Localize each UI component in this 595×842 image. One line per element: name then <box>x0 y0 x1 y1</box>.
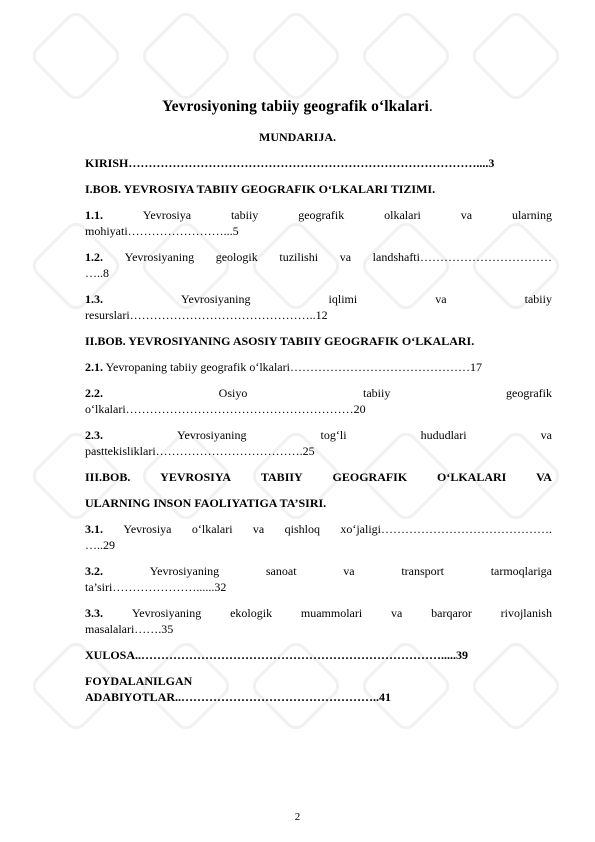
toc-entry-3-3[interactable] <box>85 606 552 621</box>
toc-word: GEOGRAFIK <box>332 470 408 484</box>
section-number: 3.2. <box>85 564 103 578</box>
toc-word: tabiiy <box>363 386 391 400</box>
toc-word: muammolari <box>300 606 363 620</box>
toc-word: Yevrosiyaning <box>131 606 202 620</box>
toc-entry-kirish[interactable]: KIRISH……………………………………………………………………………....3 <box>85 156 495 170</box>
section-number: 1.2. <box>85 250 103 264</box>
toc-word: YEVROSIYA <box>160 470 232 484</box>
toc-entry-3-1-cont[interactable]: …..29 <box>85 538 115 552</box>
section-number: 1.3. <box>85 292 103 306</box>
toc-chapter-3-heading-cont[interactable]: ULARNING INSON FAOLIYATIGA TA’SIRI. <box>85 496 327 510</box>
toc-word: TABIIY <box>260 470 303 484</box>
toc-entry-1-2-cont[interactable]: …..8 <box>85 266 109 280</box>
toc-word: Yevrosiyaning <box>181 292 251 306</box>
toc-word: xo‘jaligi……………………………………. <box>340 522 552 536</box>
toc-word: rivojlanish <box>500 606 552 620</box>
toc-word: sanoat <box>265 564 297 578</box>
toc-entry-1-1-cont[interactable]: mohiyati……………………...5 <box>85 224 239 238</box>
toc-word: geografik <box>298 208 345 222</box>
toc-word: iqlimi <box>328 292 358 306</box>
section-number: 2.2. <box>85 386 103 400</box>
toc-word: tog‘li <box>320 428 347 442</box>
toc-entry-xulosa[interactable]: XULOSA..………………………………………………………………….....39 <box>85 648 469 662</box>
toc-word: O‘LKALARI <box>437 470 507 484</box>
toc-word: tabiiy <box>524 292 552 306</box>
toc-word: va <box>391 606 403 620</box>
toc-word: Yevrosiya <box>142 208 192 222</box>
section-number: 3.3. <box>85 606 103 620</box>
toc-chapter-1-heading[interactable]: I.BOB. YEVROSIYA TABIIY GEOGRAFIK O‘LKALARI TIZIMI. <box>85 182 436 196</box>
toc-chapter-3-heading[interactable] <box>85 470 552 485</box>
toc-entry-text: Yevropaning tabiiy geografik o‘lkalari………………………………………17 <box>105 360 482 374</box>
toc-entry-3-2[interactable] <box>85 564 552 579</box>
toc-word: o‘lkalari <box>191 522 233 536</box>
toc-entry-3-2-cont[interactable]: ta’siri…………………......32 <box>85 580 227 594</box>
toc-entry-2-2[interactable] <box>85 386 552 401</box>
toc-entry-references-cont[interactable]: ADABIYOTLAR..…………………………………………..41 <box>85 690 392 704</box>
toc-word: transport <box>401 564 444 578</box>
toc-heading: MUNDARIJA. <box>259 130 336 144</box>
toc-word: tarmoqlariga <box>490 564 552 578</box>
toc-entry-1-2[interactable] <box>85 250 552 265</box>
toc-word: III.BOB. <box>85 470 131 484</box>
title-text: Yevrosiyoning tabiiy geografik o‘lkalari <box>162 98 429 115</box>
toc-word: ekologik <box>230 606 273 620</box>
section-number: 1.1. <box>85 208 103 222</box>
toc-word: tabiiy <box>230 208 259 222</box>
toc-entry-1-3-cont[interactable]: resurslari………………………………………..12 <box>85 308 328 322</box>
toc-word: Yevrosiyaning <box>149 564 220 578</box>
toc-entry-2-3[interactable] <box>85 428 552 443</box>
section-number: 2.1. <box>85 360 103 374</box>
toc-word: ularning <box>511 208 552 222</box>
toc-word: va <box>460 208 473 222</box>
toc-word: geologik <box>215 250 258 264</box>
toc-word: hududlari <box>420 428 467 442</box>
toc-entry-1-1[interactable] <box>85 208 552 223</box>
toc-word: Yevrosiyaning <box>124 250 195 264</box>
toc-entry-1-3[interactable] <box>85 292 552 307</box>
toc-word: va <box>252 522 265 536</box>
toc-word: landshafti…………………………… <box>372 250 552 264</box>
toc-chapter-2-heading[interactable]: II.BOB. YEVROSIYANING ASOSIY TABIIY GEOGRAFIK O‘LKALARI. <box>85 334 475 348</box>
toc-word: qishloq <box>284 522 320 536</box>
toc-entry-3-3-cont[interactable]: masalalari…….35 <box>85 622 174 636</box>
toc-entry-2-1[interactable] <box>85 360 552 375</box>
toc-word: va <box>435 292 447 306</box>
toc-word: geografik <box>506 386 552 400</box>
toc-entry-references[interactable]: FOYDALANILGAN <box>85 674 193 688</box>
section-number: 2.3. <box>85 428 103 442</box>
toc-word: Yevrosiyaning <box>177 428 247 442</box>
toc-word: va <box>540 428 552 442</box>
toc-word: VA <box>536 470 552 484</box>
toc-word: va <box>339 250 352 264</box>
toc-word: barqaror <box>431 606 472 620</box>
toc-word: Osiyo <box>218 386 248 400</box>
document-title <box>0 98 595 116</box>
toc-entry-2-2-cont[interactable]: o‘lkalari…………………………………………………20 <box>85 402 366 416</box>
toc-word: tuzilishi <box>279 250 319 264</box>
title-period: . <box>428 98 433 115</box>
toc-word: Yevrosiya <box>123 522 172 536</box>
toc-word: olkalari <box>384 208 421 222</box>
toc-entry-2-3-cont[interactable]: pasttekisliklari……………………………….25 <box>85 444 315 458</box>
page-number: 2 <box>294 811 301 823</box>
section-number: 3.1. <box>85 522 103 536</box>
toc-entry-3-1[interactable] <box>85 522 552 537</box>
toc-word: va <box>343 564 355 578</box>
